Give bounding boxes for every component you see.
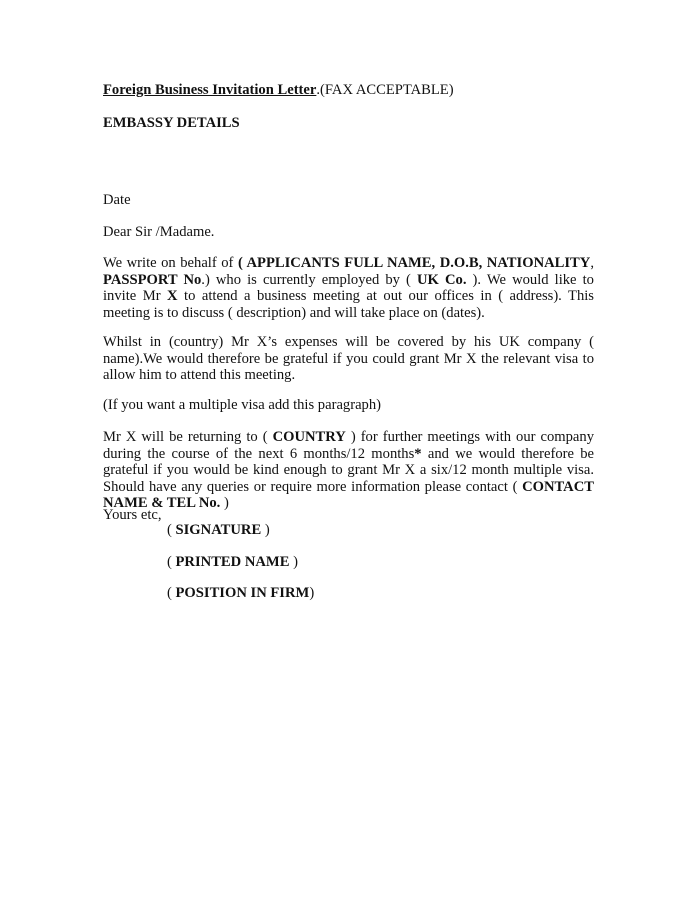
salutation: Dear Sir /Madame.: [103, 224, 215, 240]
signature-placeholder: ( SIGNATURE ): [167, 522, 270, 538]
expenses-paragraph: Whilst in (country) Mr X’s expenses will be covered by his UK company ( name).We would therefore be grateful if you could grant Mr X the relevant visa to allow him to attend this meeting.: [103, 334, 594, 384]
multiple-visa-paragraph: Mr X will be returning to ( COUNTRY ) for further meetings with our company during the course of the next 6 months/12 months* and we would therefore be grateful if you would be kind enough to grant Mr X a six/12 month multiple visa. Should have any queries or require more information please contact ( CONTACT NAME & TEL No. ): [103, 429, 595, 512]
letter-title-main: Foreign Business Invitation Letter: [103, 82, 317, 98]
position-placeholder: ( POSITION IN FIRM): [167, 585, 315, 601]
embassy-details-heading: EMBASSY DETAILS: [103, 115, 240, 131]
multiple-visa-note: (If you want a multiple visa add this paragraph): [103, 397, 382, 413]
printed-name-placeholder: ( PRINTED NAME ): [167, 554, 298, 570]
closing: Yours etc,: [103, 507, 162, 523]
letter-title: [103, 82, 454, 99]
date-line: Date: [103, 192, 131, 208]
letter-title-suffix: .(FAX ACCEPTABLE): [316, 82, 454, 98]
invitation-paragraph: We write on behalf of ( APPLICANTS FULL NAME, D.O.B, NATIONALITY, PASSPORT No.) who is currently employed by ( UK Co. ). We would like to invite Mr X to attend a business meeting at out our offices in ( address). This meeting is to discuss ( description) and will take place on (dates).: [103, 255, 594, 321]
